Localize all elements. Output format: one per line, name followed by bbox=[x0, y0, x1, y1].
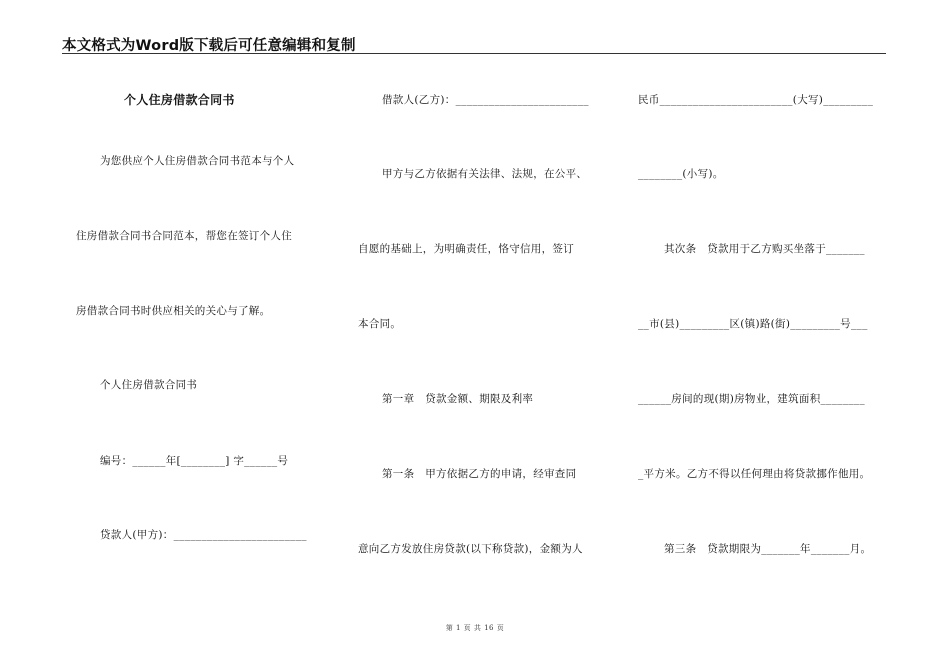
text-line: 甲方与乙方依据有关法律、法规，在公平、 bbox=[382, 168, 588, 180]
page-number: 第 1 页 共 16 页 bbox=[445, 624, 505, 632]
text-line: 房借款合同书时供应相关的关心与了解。 bbox=[76, 305, 271, 317]
text-line: 民币________________________(大写)_________ bbox=[638, 94, 874, 106]
chapter-heading: 第一章 贷款金额、期限及利率 bbox=[382, 393, 534, 405]
text-line: 个人住房借款合同书 bbox=[100, 379, 198, 391]
document-title: 个人住房借款合同书 bbox=[124, 93, 235, 107]
text-column-1 bbox=[0, 0, 330, 672]
document-banner: 本文格式为Word版下载后可任意编辑和复制 bbox=[62, 38, 356, 54]
text-line: _平方米。乙方不得以任何理由将贷款挪作他用。 bbox=[638, 468, 871, 480]
lender-field: 贷款人(甲方)：________________________ bbox=[100, 529, 307, 541]
text-line: 为您供应个人住房借款合同书范本与个人 bbox=[100, 155, 295, 167]
text-line: 自愿的基础上，为明确责任，恪守信用，签订 bbox=[358, 243, 574, 255]
text-line: 其次条 贷款用于乙方购买坐落于_______ bbox=[664, 243, 865, 255]
text-line: 本合同。 bbox=[358, 318, 402, 330]
borrower-field: 借款人(乙方)：________________________ bbox=[382, 94, 589, 106]
contract-number-field: 编号：______年[________] 字______号 bbox=[100, 455, 289, 467]
text-line: ______房间的现(期)房物业，建筑面积________ bbox=[638, 393, 865, 405]
text-line: __市(县)_________区(镇)路(街)_________号___ bbox=[638, 318, 868, 330]
text-column-2 bbox=[330, 0, 620, 672]
text-line: 第一条 甲方依据乙方的申请，经审查同 bbox=[382, 468, 577, 480]
text-line: 第三条 贷款期限为_______年_______月。 bbox=[664, 543, 872, 555]
text-line: 意向乙方发放住房贷款(以下称贷款)，金额为人 bbox=[358, 543, 583, 555]
text-line: 住房借款合同书合同范本，帮您在签订个人住 bbox=[76, 230, 292, 242]
text-column-3 bbox=[620, 0, 900, 672]
text-line: ________(小写)。 bbox=[638, 168, 724, 180]
